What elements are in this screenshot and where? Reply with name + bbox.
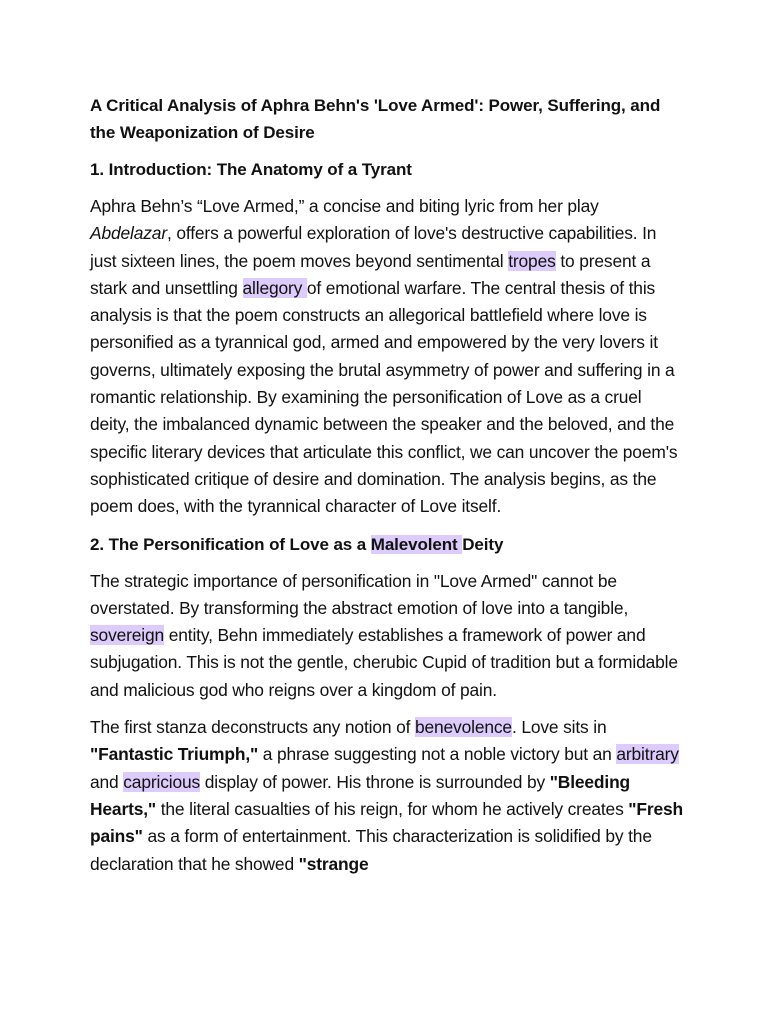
text-run: The strategic importance of personification in "Love Armed" cannot be overstated. By transforming the abstract emotion of love into a tangible, (90, 570, 629, 618)
section-heading (90, 531, 684, 558)
italic-title: Abdelazar (90, 223, 167, 244)
text-run: 2. The Personification of Love as a (90, 534, 371, 554)
bold-quote: "Bleeding Hearts," (90, 771, 631, 819)
body-paragraph (90, 714, 684, 878)
text-run: as a form of entertainment. This characterization is solidified by the declaration that he showed (90, 826, 652, 874)
highlighted-term: Malevolent (370, 534, 463, 554)
body-paragraph (90, 193, 684, 521)
text-run: entity, Behn immediately establishes a framework of power and subjugation. This is not the gentle, cherubic Cupid of tradition but a formidable and malicious god who reigns over a kingdom of pain. (90, 625, 678, 700)
highlighted-term: sovereign (90, 625, 165, 646)
highlighted-term: capricious (123, 771, 201, 792)
text-run: display of power. His throne is surrounded by (200, 771, 550, 792)
text-run: and (90, 771, 124, 792)
text-run: Aphra Behn’s “Love Armed,” a concise and biting lyric from her play (90, 196, 599, 216)
text-run: Deity (462, 534, 504, 554)
text-run: The first stanza deconstructs any notion of (90, 717, 415, 738)
highlighted-term: arbitrary (616, 744, 679, 765)
text-run: , offers a powerful exploration of love's destructive capabilities. In just sixteen lines, the poem moves beyond sentimental (90, 223, 657, 271)
body-paragraph (90, 568, 684, 704)
highlighted-term: benevolence (414, 717, 512, 738)
text-run: the literal casualties of his reign, for whom he actively creates (156, 798, 629, 819)
document-body (90, 156, 684, 878)
section-heading (90, 156, 684, 183)
text-run: of emotional warfare. The central thesis of this analysis is that the poem constructs an allegorical battlefield where love is personified as a tyrannical god, armed and empowered by the very lovers it governs, ultimately exposing the brutal asymmetry of power and suffering in a romantic relationship. By examining the personification of Love as a cruel deity, the imbalanced dynamic between the speaker and the beloved, and the specific literary devices that articulate this conflict, we can uncover the poem's sophisticated critique of desire and domination. The analysis begins, as the poem does, with the tyrannical character of Love itself. (90, 277, 678, 517)
bold-quote: "Fantastic Triumph," (90, 744, 259, 765)
document-page (90, 92, 684, 888)
bold-quote: "strange (298, 853, 369, 874)
document-title: A Critical Analysis of Aphra Behn's 'Love Armed': Power, Suffering, and the Weaponization of Desire (90, 96, 661, 142)
text-run: 1. Introduction: The Anatomy of a Tyrant (90, 160, 412, 179)
text-run: . Love sits in (511, 717, 607, 738)
text-run: a phrase suggesting not a noble victory but an (258, 744, 617, 765)
bold-quote: "Fresh pains" (90, 798, 683, 847)
text-run: to present a stark and unsettling (90, 250, 651, 298)
highlighted-term: tropes (508, 250, 556, 271)
highlighted-term: allegory (242, 277, 307, 298)
